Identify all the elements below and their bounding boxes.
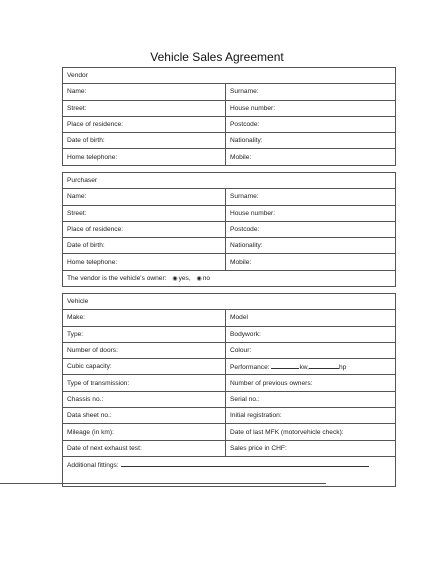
purchaser-postcode-field[interactable]: Postcode:	[226, 221, 396, 237]
purchaser-house-number-field[interactable]: House number:	[226, 205, 396, 221]
vehicle-last-mfk-field[interactable]: Date of last MFK (motorvehicle check):	[226, 424, 396, 440]
owner-yes-label: yes,	[178, 274, 191, 282]
vendor-birth-date-field[interactable]: Date of birth:	[63, 133, 226, 149]
performance-hp-line[interactable]	[309, 362, 339, 369]
vehicle-bodywork-field[interactable]: Bodywork:	[226, 326, 396, 342]
purchaser-birth-date-field[interactable]: Date of birth:	[63, 238, 226, 254]
purchaser-street-field[interactable]: Street:	[63, 205, 226, 221]
vendor-house-number-field[interactable]: House number:	[226, 100, 396, 116]
performance-hp-unit: hp	[338, 364, 347, 372]
vehicle-previous-owners-field[interactable]: Number of previous owners:	[226, 375, 396, 391]
vehicle-model-field[interactable]: Model	[226, 310, 396, 326]
vehicle-make-field[interactable]: Make:	[63, 310, 226, 326]
owner-question-row	[63, 270, 396, 286]
vehicle-performance-field[interactable]	[226, 359, 396, 375]
owner-no-label: no	[202, 274, 211, 282]
vehicle-exhaust-test-field[interactable]: Date of next exhaust test:	[63, 440, 226, 456]
vendor-nationality-field[interactable]: Nationality:	[226, 133, 396, 149]
vendor-postcode-field[interactable]: Postcode:	[226, 116, 396, 132]
additional-fittings-second-line	[0, 483, 326, 484]
vehicle-type-field[interactable]: Type:	[63, 326, 226, 342]
performance-kw-line[interactable]	[271, 362, 299, 369]
vendor-street-field[interactable]: Street:	[63, 100, 226, 116]
vehicle-heading: Vehicle	[63, 294, 396, 310]
vehicle-serial-field[interactable]: Serial no.:	[226, 391, 396, 407]
vendor-section	[62, 67, 396, 166]
vehicle-doors-field[interactable]: Number of doors:	[63, 342, 226, 358]
vendor-mobile-field[interactable]: Mobile:	[226, 149, 396, 165]
purchaser-surname-field[interactable]: Surname:	[226, 189, 396, 205]
vendor-heading: Vendor	[63, 68, 396, 84]
purchaser-section	[62, 172, 396, 287]
vehicle-cubic-capacity-field[interactable]: Cubic capacity:	[63, 359, 226, 375]
page-title: Vehicle Sales Agreement	[150, 50, 284, 64]
vendor-name-field[interactable]: Name:	[63, 84, 226, 100]
radio-button-icon[interactable]: ◉	[172, 275, 178, 282]
additional-fittings-line[interactable]	[121, 460, 369, 467]
purchaser-heading: Purchaser	[63, 173, 396, 189]
vehicle-chassis-field[interactable]: Chassis no.:	[63, 391, 226, 407]
radio-button-icon[interactable]: ◉	[196, 275, 202, 282]
vehicle-initial-registration-field[interactable]: Initial registration:	[226, 408, 396, 424]
additional-fittings-label: Additional fittings:	[67, 461, 119, 469]
vehicle-data-sheet-field[interactable]: Data sheet no.:	[63, 408, 226, 424]
purchaser-residence-field[interactable]: Place of residence:	[63, 221, 226, 237]
performance-kw-unit: kw,	[299, 364, 309, 372]
vehicle-sales-price-field[interactable]: Sales price in CHF:	[226, 440, 396, 456]
vehicle-colour-field[interactable]: Colour:	[226, 342, 396, 358]
vendor-residence-field[interactable]: Place of residence:	[63, 116, 226, 132]
performance-label: Performance:	[230, 364, 270, 372]
vehicle-mileage-field[interactable]: Mileage (in km):	[63, 424, 226, 440]
purchaser-name-field[interactable]: Name:	[63, 189, 226, 205]
additional-fittings-row[interactable]	[63, 456, 396, 486]
vehicle-transmission-field[interactable]: Type of transmission:	[63, 375, 226, 391]
purchaser-mobile-field[interactable]: Mobile:	[226, 254, 396, 270]
vendor-home-telephone-field[interactable]: Home telephone:	[63, 149, 226, 165]
vehicle-section	[62, 293, 396, 487]
vendor-surname-field[interactable]: Surname:	[226, 84, 396, 100]
purchaser-nationality-field[interactable]: Nationality:	[226, 238, 396, 254]
owner-question-label: The vendor is the vehicle's owner:	[67, 274, 167, 282]
purchaser-home-telephone-field[interactable]: Home telephone:	[63, 254, 226, 270]
